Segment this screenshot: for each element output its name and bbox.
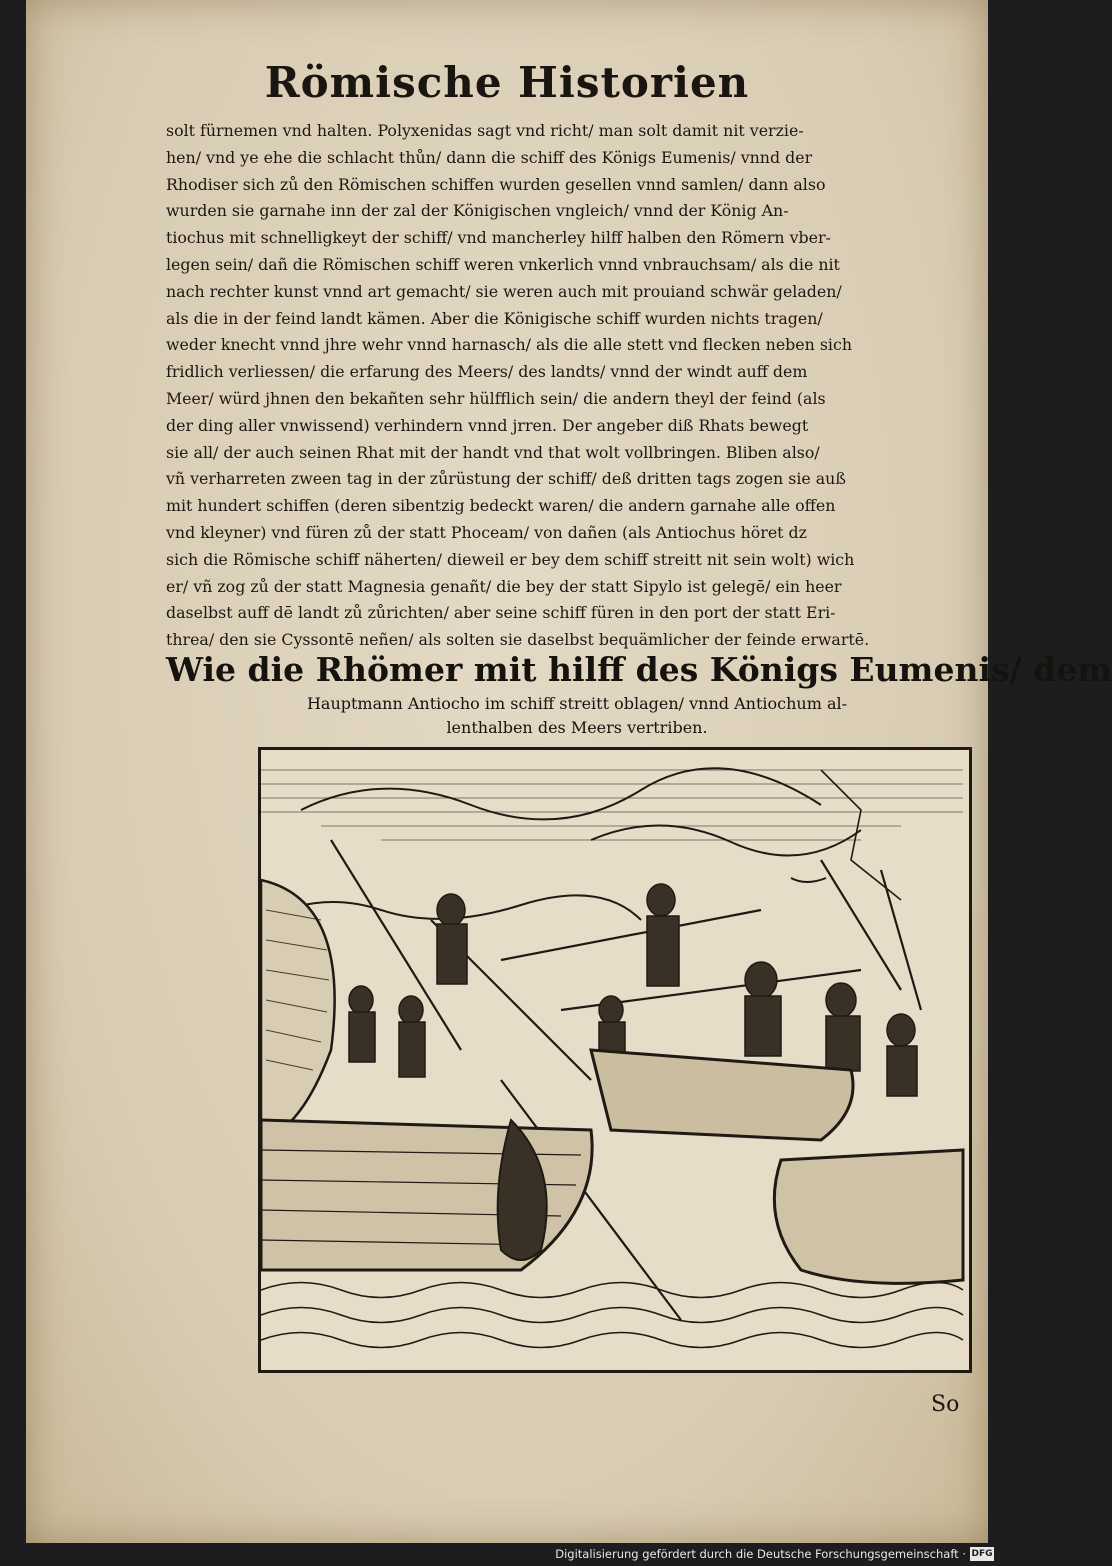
body-line: daselbst auff dē landt zů zůrichten/ aber seine schiff füren in den port der statt Eri- bbox=[166, 603, 836, 623]
body-line: sich die Römische schiff näherten/ dieweil er bey dem schiff streitt nit sein wolt) wich bbox=[166, 549, 855, 569]
dfg-logo: DFG bbox=[971, 1549, 993, 1559]
illustration-caption bbox=[166, 648, 1112, 740]
body-line: legen sein/ dañ die Römischen schiff weren vnkerlich vnnd vnbrauchsam/ als die nit bbox=[166, 254, 840, 274]
body-line: weder knecht vnnd jhre wehr vnnd harnasch/ als die alle stett vnd flecken neben sich bbox=[166, 335, 852, 355]
caption-line-2: Hauptmann Antiocho im schiff streitt oblagen/ vnnd Antiochum al- bbox=[306, 694, 848, 713]
caption-line-1: Wie die Rhömer mit hilff des Königs Eumenis/ dem bbox=[166, 650, 1112, 689]
woodcut-illustration bbox=[258, 747, 972, 1373]
body-line: wurden sie garnahe inn der zal der Königischen vngleich/ vnnd der König An- bbox=[166, 201, 789, 221]
naval-battle-woodcut bbox=[261, 750, 963, 1364]
body-line: nach rechter kunst vnnd art gemacht/ sie weren auch mit prouiand schwär geladen/ bbox=[166, 281, 842, 301]
body-line: vnd kleyner) vnd füren zů der statt Phoceam/ von dañen (als Antiochus höret dz bbox=[166, 522, 807, 542]
sail bbox=[261, 880, 335, 1140]
body-text bbox=[166, 118, 988, 654]
digitization-footer bbox=[0, 1543, 1000, 1566]
body-line: Rhodiser sich zů den Römischen schiffen wurden gesellen vnnd samlen/ dann also bbox=[166, 174, 826, 194]
body-line: mit hundert schiffen (deren sibentzig bedeckt waren/ die andern garnahe alle offen bbox=[166, 496, 836, 516]
body-line: vñ verharreten zween tag in der zůrüstung der schiff/ deß dritten tags zogen sie auß bbox=[166, 469, 846, 489]
ship-right bbox=[774, 1150, 963, 1283]
body-line: fridlich verliessen/ die erfarung des Meers/ des landts/ vnnd der windt auff dem bbox=[166, 362, 808, 382]
caption-line-3: lenthalben des Meers vertriben. bbox=[446, 718, 708, 737]
folio-signature: So bbox=[931, 1392, 960, 1417]
body-line: hen/ vnd ye ehe die schlacht thůn/ dann die schiff des Königs Eumenis/ vnnd der bbox=[166, 147, 813, 167]
footer-credit: Digitalisierung gefördert durch die Deutsche Forschungsgemeinschaft · bbox=[555, 1547, 966, 1561]
body-line: er/ vñ zog zů der statt Magnesia genañt/ die bey der statt Sipylo ist gelegē/ ein heer bbox=[166, 576, 842, 596]
body-line: solt fürnemen vnd halten. Polyxenidas sagt vnd richt/ man solt damit nit verzie- bbox=[166, 121, 804, 140]
book-page bbox=[26, 0, 1112, 1543]
body-line: der ding aller vnwissend) verhindern vnnd jrren. Der angeber diß Rhats bewegt bbox=[166, 415, 809, 435]
body-line: threa/ den sie Cyssontē neñen/ als solten sie daselbst bequämlicher der feinde erwartē. bbox=[166, 630, 870, 650]
ship-middle bbox=[591, 1050, 853, 1140]
body-line: tiochus mit schnelligkeyt der schiff/ vnd mancherley hilff halben den Römern vber- bbox=[166, 228, 831, 248]
body-line: als die in der feind landt kämen. Aber die Königische schiff wurden nichts tragen/ bbox=[166, 308, 823, 328]
sea-waves bbox=[261, 1283, 963, 1348]
distant-boat bbox=[791, 878, 826, 882]
body-line: Meer/ würd jhnen den bekañten sehr hülfflich sein/ die andern theyl der feind (als bbox=[166, 388, 826, 408]
body-line: sie all/ der auch seinen Rhat mit der handt vnd that wolt vollbringen. Bliben also/ bbox=[166, 442, 820, 462]
running-head: Römische Historien bbox=[264, 58, 750, 107]
